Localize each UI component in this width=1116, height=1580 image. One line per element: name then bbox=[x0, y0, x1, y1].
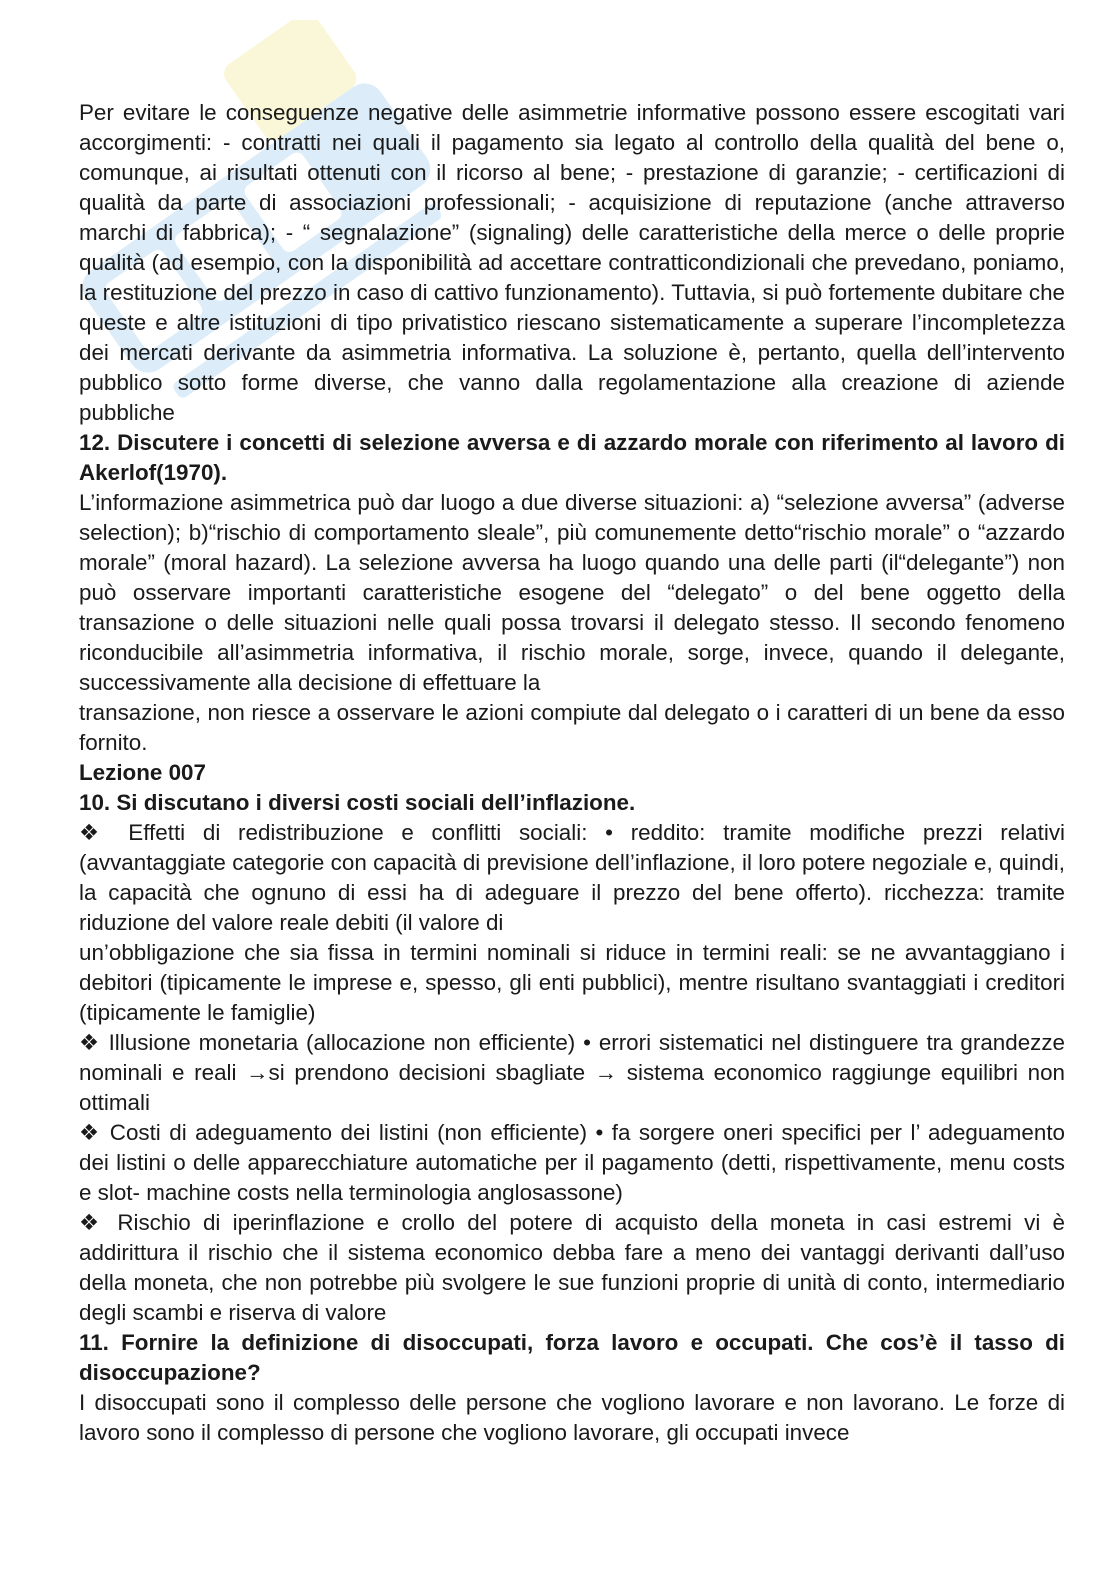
bullet-redistribuzione: ❖ Effetti di redistribuzione e conflitti sociali: • reddito: tramite modifiche prezzi relativi (avvantaggiate categorie con capacità di previsione dell’inflazione, il loro potere negoziale e, quindi, la capacità che ognuno di essi ha di adeguare il prezzo del bene offerto). ricchezza: tramite riduzione del valore reale debiti (il valore di bbox=[79, 820, 1065, 935]
question-12-heading: 12. Discutere i concetti di selezione avversa e di azzardo morale con riferimento al lavoro di Akerlof(1970). bbox=[79, 430, 1065, 485]
bullet-redistribuzione-continued: un’obbligazione che sia fissa in termini nominali si riduce in termini reali: se ne avvantaggiano i debitori (tipicamente le imprese e, spesso, gli enti pubblici), mentre risultano svantaggiati i creditori (tipicamente le famiglie) bbox=[79, 940, 1065, 1025]
paragraph-informazione-asimmetrica: L’informazione asimmetrica può dar luogo a due diverse situazioni: a) “selezione avversa” (adverse selection); b)“rischio di comportamento sleale”, più comunemente detto“rischio morale” o “azzardo morale” (moral hazard). La selezione avversa ha luogo quando una delle parti (il“delegante”) non può osservare importanti caratteristiche esogene del “delegato” o del bene oggetto della transazione o delle situazioni nelle quali possa trovarsi il delegato stesso. Il secondo fenomeno riconducibile all’asimmetria informativa, il rischio morale, sorge, invece, quando il delegante, successivamente alla decisione di effettuare la bbox=[79, 490, 1065, 695]
question-10-heading: 10. Si discutano i diversi costi sociali dell’inflazione. bbox=[79, 790, 636, 815]
bullet-illusione-monetaria: ❖ Illusione monetaria (allocazione non efficiente) • errori sistematici nel distinguere tra grandezze nominali e reali →si prendono decisioni sbagliate → sistema economico raggiunge equilibri non ottimali bbox=[79, 1030, 1065, 1115]
bullet-iperinflazione: ❖ Rischio di iperinflazione e crollo del potere di acquisto della moneta in casi estremi vi è addirittura il rischio che il sistema economico debba fare a meno dei vantaggi derivanti dall’uso della moneta, che non potrebbe più svolgere le sue funzioni proprie di unità di conto, intermediario degli scambi e riserva di valore bbox=[79, 1210, 1065, 1325]
bullet-costi-adeguamento: ❖ Costi di adeguamento dei listini (non efficiente) • fa sorgere oneri specifici per l’ adeguamento dei listini o delle apparecchiature automatiche per il pagamento (detti, rispettivamente, menu costs e slot- machine costs nella terminologia anglosassone) bbox=[79, 1120, 1065, 1205]
document-page bbox=[79, 98, 1065, 1448]
paragraph-asimmetrie: Per evitare le conseguenze negative delle asimmetrie informative possono essere escogitati vari accorgimenti: - contratti nei quali il pagamento sia legato al controllo della qualità del bene o, comunque, ai risultati ottenuti con il ricorso al bene; - prestazione di garanzie; - certificazioni di qualità da parte di associazioni professionali; - acquisizione di reputazione (anche attraverso marchi di fabbrica); - “ segnalazione” (signaling) delle caratteristiche della merce o delle proprie qualità (ad esempio, con la disponibilità ad accettare contratticondizionali che prevedano, poniamo, la restituzione del prezzo in caso di cattivo funzionamento). Tuttavia, si può fortemente dubitare che queste e altre istituzioni di tipo privatistico riescano sistematicamente a superare l’incompletezza dei mercati derivante da asimmetria informativa. La soluzione è, pertanto, quella dell’intervento pubblico sotto forme diverse, che vanno dalla regolamentazione alla creazione di aziende pubbliche bbox=[79, 100, 1065, 425]
lesson-heading: Lezione 007 bbox=[79, 760, 206, 785]
paragraph-transazione: transazione, non riesce a osservare le azioni compiute dal delegato o i caratteri di un bene da esso fornito. bbox=[79, 700, 1065, 755]
paragraph-disoccupati: I disoccupati sono il complesso delle persone che vogliono lavorare e non lavorano. Le forze di lavoro sono il complesso di persone che vogliono lavorare, gli occupati invece bbox=[79, 1390, 1065, 1445]
question-11-heading: 11. Fornire la definizione di disoccupati, forza lavoro e occupati. Che cos’è il tasso di disoccupazione? bbox=[79, 1330, 1065, 1385]
